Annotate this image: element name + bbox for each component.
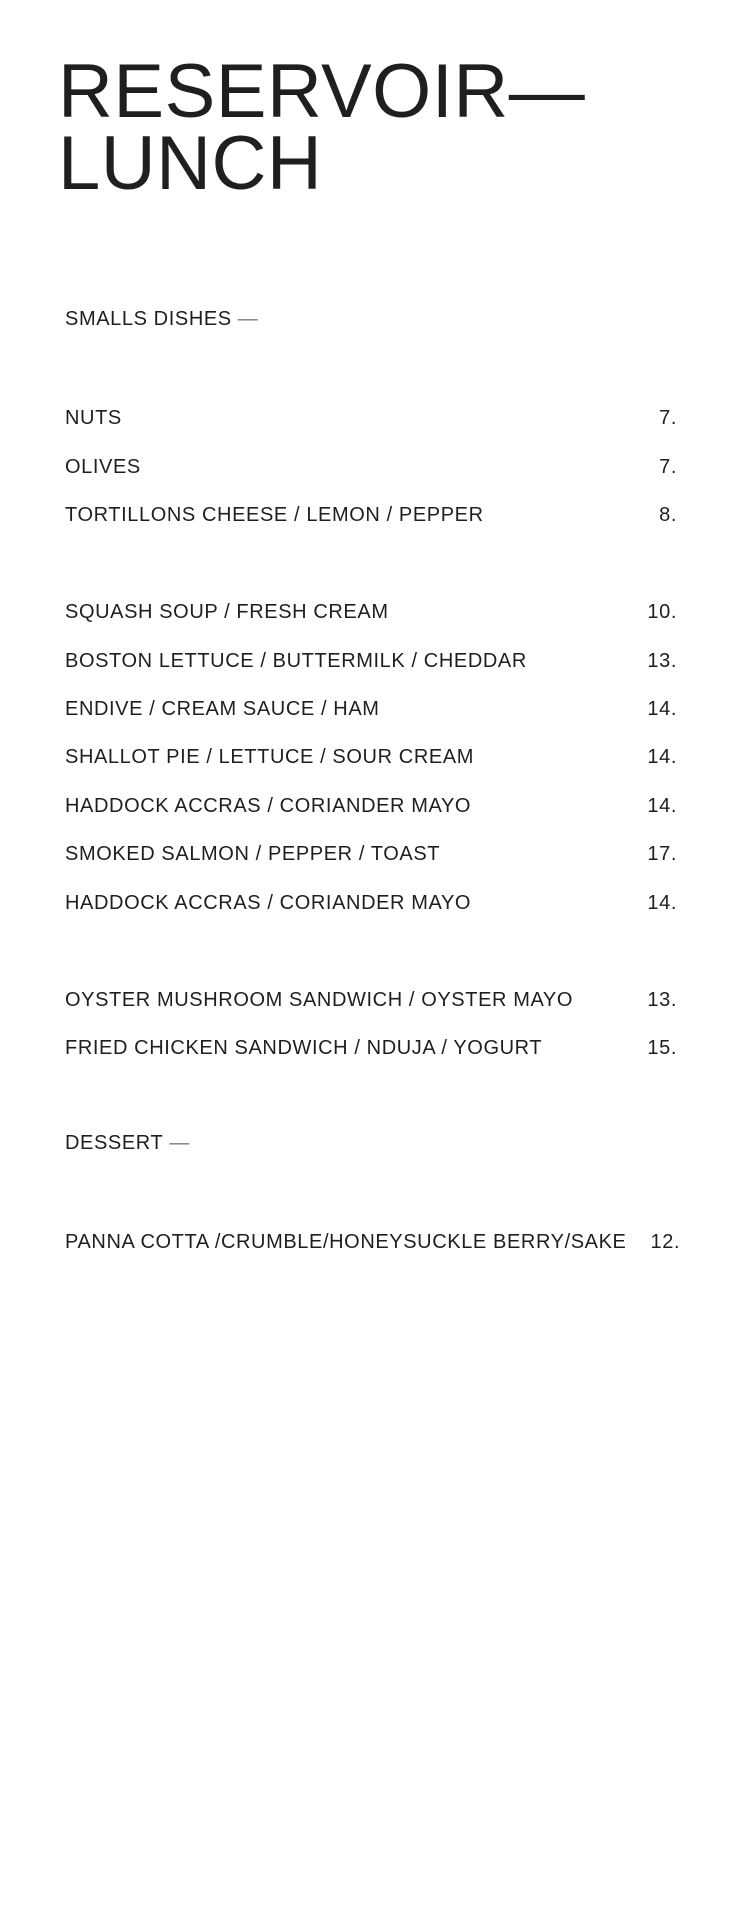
menu-item-price: 7.: [659, 406, 677, 429]
menu-item-endive: [65, 694, 677, 724]
menu-item-squash-soup: [65, 597, 677, 627]
menu-item-price: 14.: [647, 794, 677, 817]
menu-item-name: OLIVES: [65, 455, 141, 478]
section-heading-dessert: [65, 1132, 190, 1155]
menu-item-name: FRIED CHICKEN SANDWICH / NDUJA / YOGURT: [65, 1036, 543, 1059]
menu-item-olives: [65, 452, 677, 482]
menu-item-boston-lettuce: [65, 646, 677, 676]
section-heading-smalls-dash: —: [237, 308, 259, 330]
section-heading-dessert-label: DESSERT: [65, 1132, 164, 1154]
menu-item-name: BOSTON LETTUCE / BUTTERMILK / CHEDDAR: [65, 649, 527, 672]
menu-item-name: PANNA COTTA /CRUMBLE/HONEYSUCKLE BERRY/SAKE: [65, 1230, 627, 1253]
menu-item-panna-cotta: [65, 1227, 681, 1257]
menu-item-price: 14.: [647, 697, 677, 720]
menu-item-price: 13.: [647, 988, 677, 1011]
menu-item-haddock-accras: [65, 791, 677, 821]
menu-item-price: 13.: [647, 649, 677, 672]
menu-item-name: TORTILLONS CHEESE / LEMON / PEPPER: [65, 503, 484, 526]
menu-item-name: SHALLOT PIE / LETTUCE / SOUR CREAM: [65, 745, 475, 768]
menu-item-price: 17.: [647, 842, 677, 865]
menu-item-haddock-accras-2: [65, 888, 677, 918]
menu-item-name: HADDOCK ACCRAS / CORIANDER MAYO: [65, 794, 472, 817]
title-line-1: RESERVOIR—: [58, 49, 586, 134]
menu-item-shallot-pie: [65, 742, 677, 772]
title-line-2: LUNCH: [58, 121, 323, 206]
menu-item-nuts: [65, 403, 677, 433]
menu-item-name: OYSTER MUSHROOM SANDWICH / OYSTER MAYO: [65, 988, 574, 1011]
menu-item-name: NUTS: [65, 406, 122, 429]
menu-item-price: 14.: [647, 745, 677, 768]
menu-item-tortillons: [65, 500, 677, 530]
menu-item-name: HADDOCK ACCRAS / CORIANDER MAYO: [65, 891, 472, 914]
section-heading-smalls-label: SMALLS DISHES: [65, 308, 232, 330]
section-heading-dessert-dash: —: [169, 1132, 190, 1154]
menu-item-price: 12.: [650, 1230, 681, 1253]
menu-item-name: SMOKED SALMON / PEPPER / TOAST: [65, 842, 441, 865]
menu-item-name: ENDIVE / CREAM SAUCE / HAM: [65, 697, 380, 720]
menu-item-price: 10.: [647, 600, 677, 623]
menu-item-price: 8.: [659, 503, 677, 526]
menu-item-oyster-mushroom-sandwich: [65, 985, 677, 1015]
menu-item-fried-chicken-sandwich: [65, 1033, 677, 1063]
menu-item-price: 7.: [659, 455, 677, 478]
menu-item-name: SQUASH SOUP / FRESH CREAM: [65, 600, 389, 623]
page-title: [58, 49, 586, 206]
menu-item-price: 15.: [647, 1036, 677, 1059]
menu-item-price: 14.: [647, 891, 677, 914]
menu-item-smoked-salmon: [65, 839, 677, 869]
section-heading-smalls: [65, 308, 258, 331]
